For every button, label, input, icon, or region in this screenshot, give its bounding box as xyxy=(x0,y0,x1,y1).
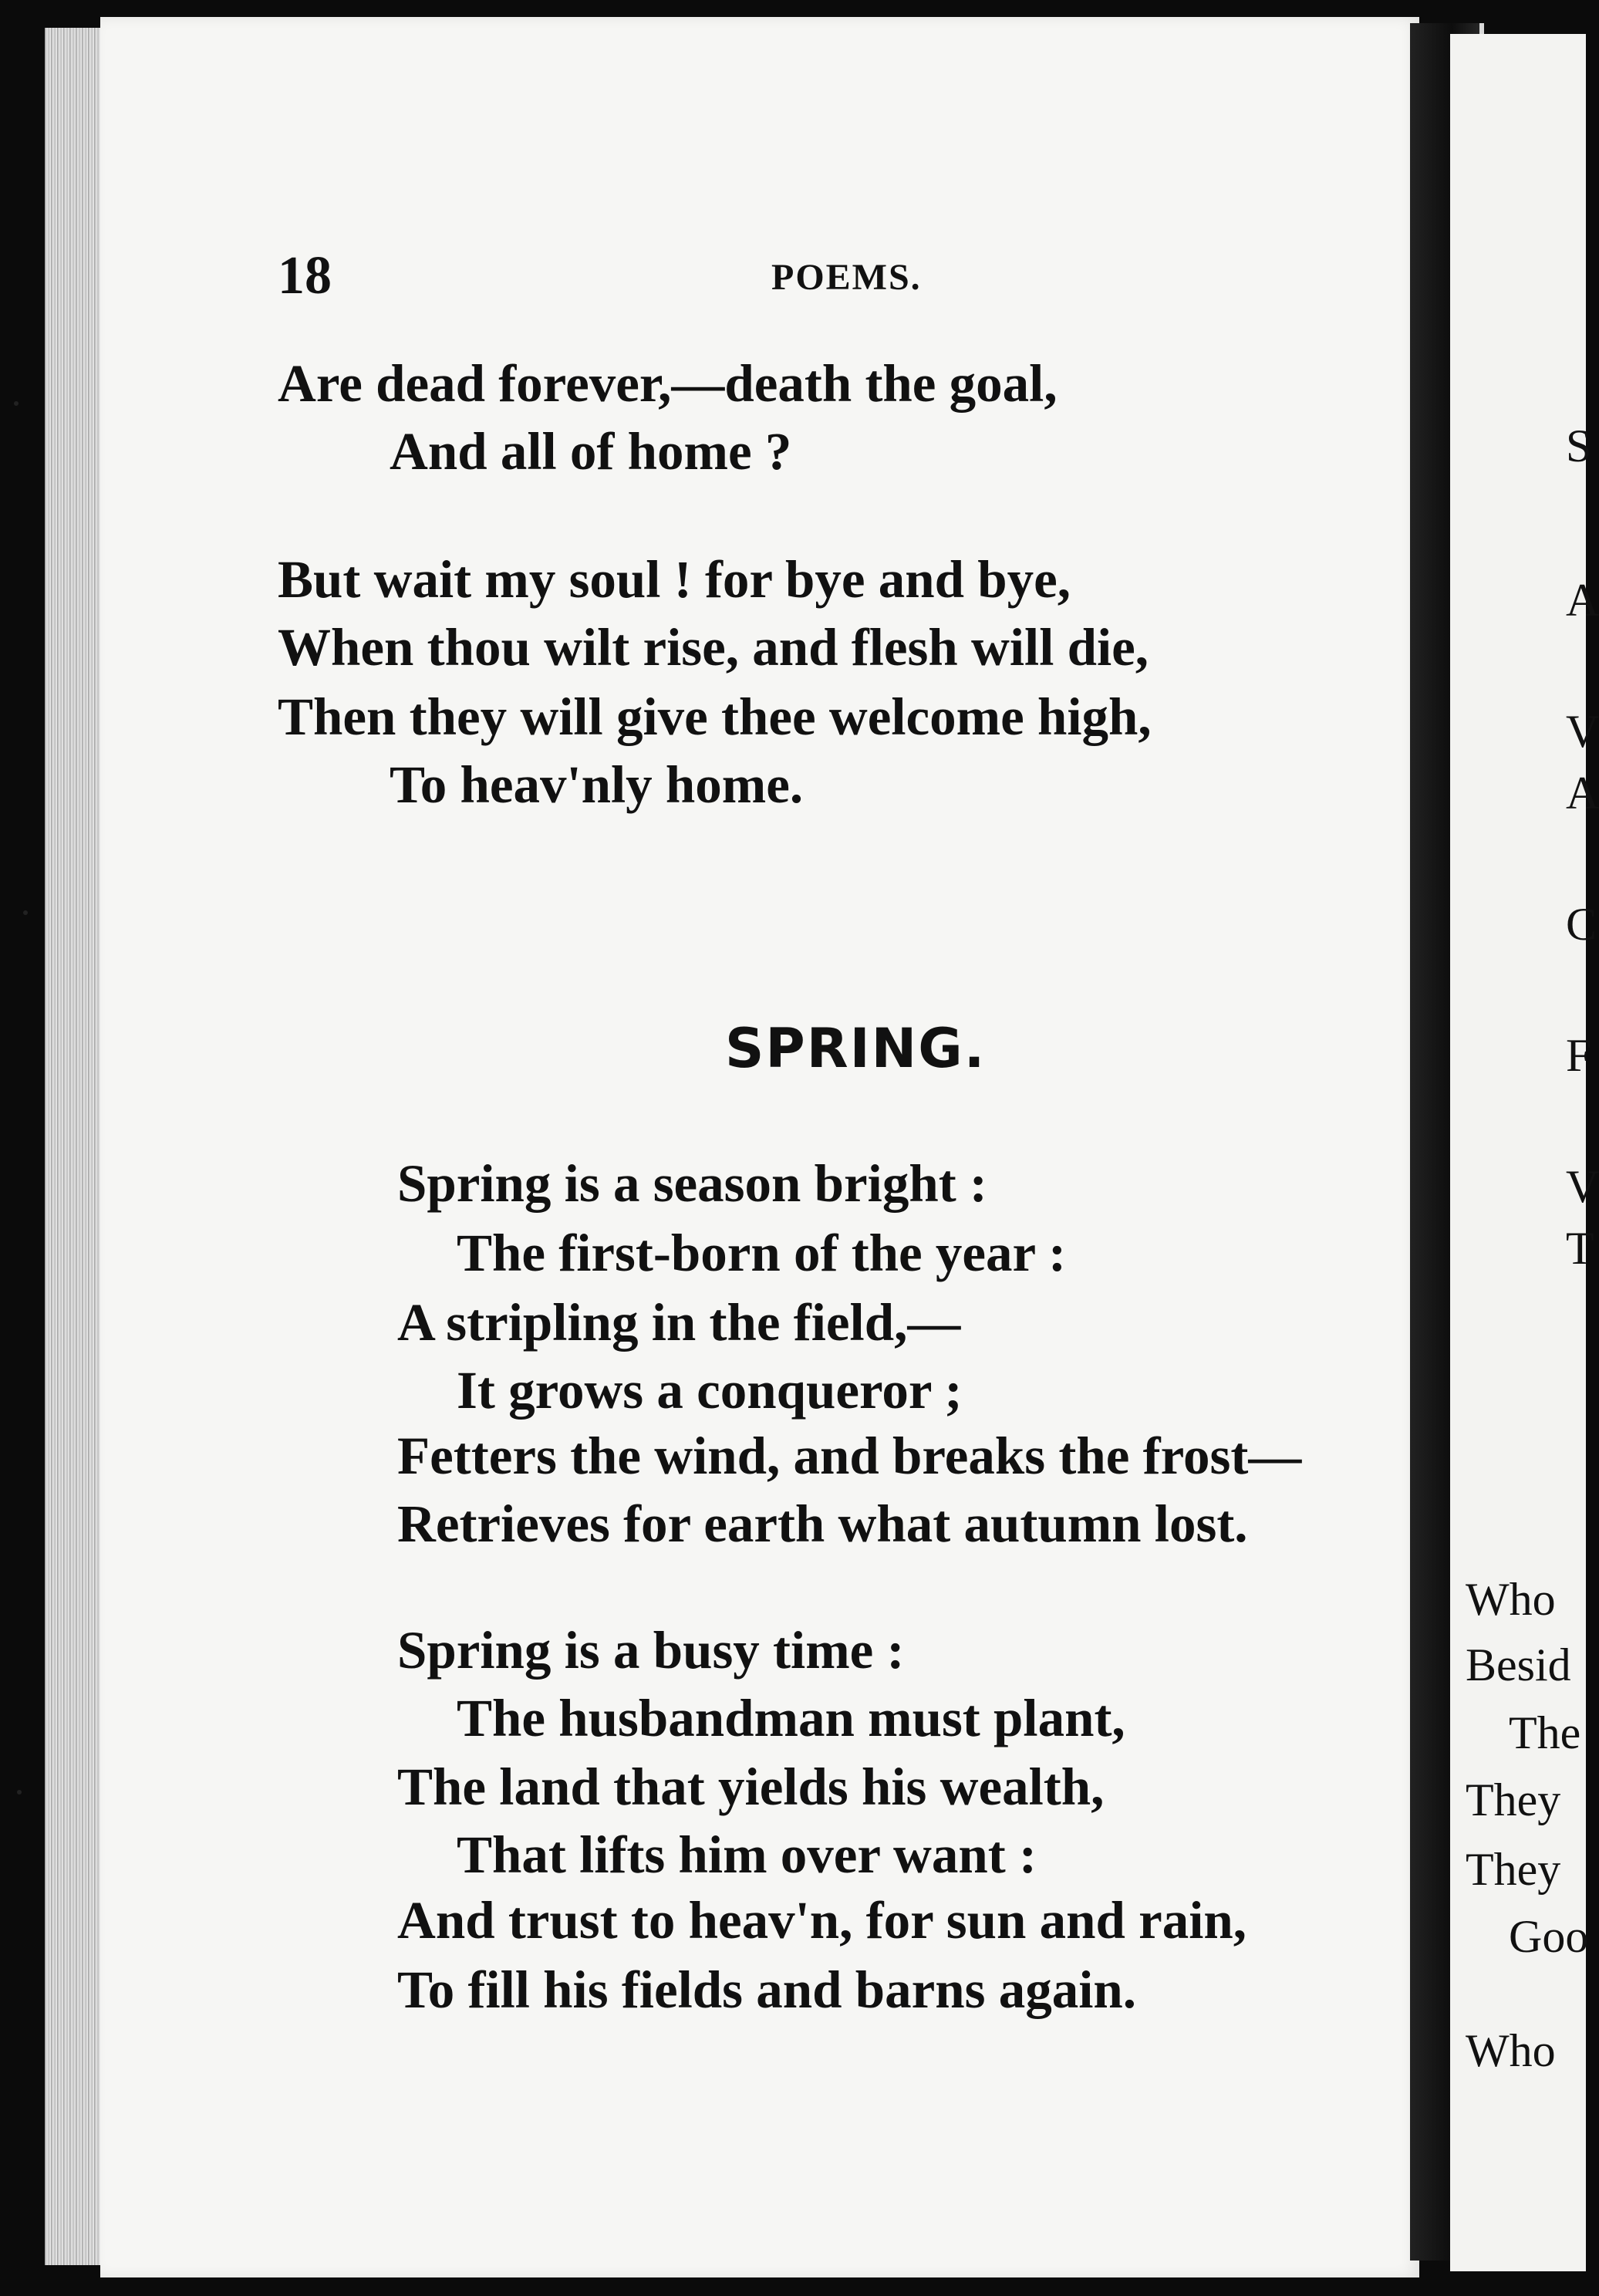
verse-line: Spring is a busy time : xyxy=(397,1621,905,1680)
verse-line: Are dead forever,—death the goal, xyxy=(278,354,1058,413)
verse-line: And trust to heav'n, for sun and rain, xyxy=(397,1891,1247,1950)
facing-fragment: Who xyxy=(1466,2025,1556,2076)
page-stack-edges xyxy=(45,28,106,2265)
page-number: 18 xyxy=(278,246,332,306)
scan-speck xyxy=(14,401,19,406)
facing-fragment: F xyxy=(1566,1030,1592,1081)
verse-line: A stripling in the field,— xyxy=(397,1293,961,1352)
facing-fragment: They xyxy=(1466,1774,1561,1825)
facing-fragment: S xyxy=(1566,420,1592,471)
verse-line: The husbandman must plant, xyxy=(457,1689,1125,1747)
verse-line: To fill his fields and barns again. xyxy=(397,1960,1137,2019)
facing-fragment: The xyxy=(1509,1707,1581,1758)
facing-fragment: C xyxy=(1566,899,1597,950)
verse-line: The land that yields his wealth, xyxy=(397,1757,1105,1816)
verse-line: When thou wilt rise, and flesh will die, xyxy=(278,618,1149,677)
verse-line: But wait my soul ! for bye and bye, xyxy=(278,550,1071,609)
scan-speck xyxy=(23,910,28,915)
facing-fragment: Who xyxy=(1466,1574,1556,1625)
poem-title: SPRING. xyxy=(725,1017,987,1080)
verse-line: Fetters the wind, and breaks the frost— xyxy=(397,1427,1302,1485)
facing-fragment: Goo xyxy=(1509,1911,1589,1962)
facing-fragment: V xyxy=(1566,706,1599,757)
facing-fragment: They xyxy=(1466,1844,1561,1895)
verse-line: Retrieves for earth what autumn lost. xyxy=(397,1494,1248,1553)
verse-line: It grows a conqueror ; xyxy=(457,1361,963,1420)
facing-fragment: V xyxy=(1566,1161,1599,1212)
verse-line: That lifts him over want : xyxy=(457,1825,1037,1884)
verse-line: The first-born of the year : xyxy=(457,1224,1067,1282)
facing-page xyxy=(1450,34,1599,2271)
facing-fragment: A xyxy=(1566,575,1599,626)
facing-fragment: T xyxy=(1566,1223,1594,1274)
verse-line: Spring is a season bright : xyxy=(397,1154,987,1213)
running-head: POEMS. xyxy=(771,257,922,298)
scan-speck xyxy=(17,1790,22,1795)
facing-fragment: Besid xyxy=(1466,1639,1571,1690)
verse-line: And all of home ? xyxy=(390,422,792,481)
verse-line: To heav'nly home. xyxy=(390,755,804,814)
facing-fragment: A xyxy=(1566,768,1599,819)
verse-line: Then they will give thee welcome high, xyxy=(278,687,1152,746)
